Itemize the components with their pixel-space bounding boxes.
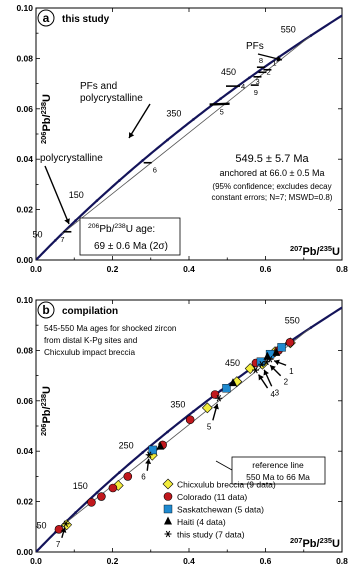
age-box-line-1-part: 238 (114, 223, 126, 231)
polycrystalline-arrow (45, 166, 69, 224)
data-point-circle (186, 416, 194, 424)
y-tick-label: 0.02 (16, 496, 33, 507)
age-tick-dot (343, 13, 346, 16)
age-tick-dot (141, 159, 144, 162)
concordia-age-label: 350 (166, 108, 182, 119)
x-axis-label-part: 235 (319, 243, 333, 253)
age-tick-dot (248, 77, 251, 80)
concordia-age-label: 50 (32, 229, 43, 240)
x-axis-label-part: 207 (289, 243, 303, 253)
concordia-age-label: 250 (118, 440, 134, 451)
y-tick-label: 0.08 (16, 345, 33, 356)
panel-a-concordia-plot (16, 0, 358, 274)
age-tick-dot (118, 179, 121, 182)
age-result: 549.5 ± 5.7 Ma (235, 153, 309, 165)
data-point (210, 104, 230, 105)
study-arrow-label: 1 (289, 367, 294, 377)
data-point-square (222, 384, 230, 392)
x-axis-label-part: U (332, 246, 340, 258)
age-tick-dot (141, 451, 144, 454)
age-box-line-1-part: 206 (88, 223, 100, 231)
x-axis-label-part: / (316, 538, 320, 550)
y-axis-label-part: U (41, 93, 53, 102)
note-line-1: 545-550 Ma ages for shocked zircon (44, 324, 177, 333)
study-arrow-label: 2 (283, 377, 289, 387)
data-point-triangle (164, 517, 172, 525)
age-tick-dot (96, 491, 99, 494)
data-point-square (278, 343, 286, 351)
x-axis-label (290, 536, 340, 550)
data-point-label: 4 (240, 82, 246, 92)
reference-box-leader (216, 461, 232, 470)
age-tick-dot (310, 34, 313, 37)
note-line-3: Chicxulub impact breccia (44, 348, 136, 357)
age-tick-dot (74, 511, 77, 514)
x-axis-label-part: 235 (319, 535, 333, 545)
age-tick-dot (310, 326, 313, 329)
data-point-label: 5 (219, 107, 224, 117)
y-axis-label (39, 94, 53, 144)
y-axis-label (39, 386, 53, 436)
anchored-text: anchored at 66.0 ± 0.5 Ma (219, 168, 325, 178)
study-arrow-label: 4 (270, 390, 276, 400)
reference-box-line-2: 550 Ma to 66 Ma (246, 472, 310, 482)
polycrystalline-label: polycrystalline (40, 153, 103, 164)
data-point-circle (87, 498, 95, 506)
note-line-2: from distal K-Pg sites and (44, 336, 138, 345)
panel-title: compilation (62, 306, 119, 317)
data-point-circle (286, 338, 294, 346)
concordia-age-label: 550 (284, 315, 300, 326)
data-point-label: 3 (255, 76, 260, 86)
age-tick-dot (54, 239, 57, 242)
x-tick-label: 0.8 (336, 264, 348, 274)
x-tick-label: 0.4 (183, 264, 195, 274)
age-tick-dot (192, 118, 195, 121)
y-axis-label-part: Pb (41, 117, 53, 132)
concordia-age-label: 450 (225, 357, 241, 368)
legend-entry: Haiti (4 data) (177, 517, 226, 527)
pfs-polycrystalline-arrow (129, 104, 150, 138)
data-point-circle (55, 525, 63, 533)
x-axis-label-part: 207 (289, 535, 303, 545)
x-tick-label: 0.4 (183, 556, 195, 566)
x-tick-label: 0.2 (106, 264, 119, 274)
data-point-circle (109, 484, 117, 492)
y-axis-label-part: U (41, 385, 53, 394)
data-point-label: 8 (258, 56, 264, 66)
age-tick-dot (96, 199, 99, 202)
data-point-circle (164, 493, 172, 501)
age-tick-dot (343, 305, 346, 308)
y-tick-label: 0.06 (16, 395, 33, 406)
pfs-label: PFs (246, 41, 264, 52)
data-point-label: 7 (60, 234, 65, 244)
x-axis-label-part: Pb (302, 246, 317, 258)
study-arrow-label: 7 (55, 539, 61, 549)
concordia-age-label: 150 (68, 189, 84, 200)
data-point-circle (124, 472, 132, 480)
x-tick-label: 0.8 (336, 556, 348, 566)
data-point-square (164, 505, 172, 513)
concordia-age-label: 550 (280, 24, 296, 35)
age-tick-dot (166, 139, 169, 142)
y-axis-label-part: 206 (38, 131, 48, 145)
study-arrow-label: 6 (141, 472, 146, 482)
x-tick-label: 0.6 (259, 556, 272, 566)
age-box-line-1-part: U age: (125, 224, 156, 235)
confidence-note-1: (95% confidence; excludes decay (212, 182, 332, 191)
panel-b-compilation-plot (16, 263, 358, 566)
study-arrow-label: 5 (206, 422, 212, 432)
x-tick-label: 0.6 (259, 264, 272, 274)
data-point-asterisk (165, 531, 172, 537)
study-arrow-head (145, 459, 151, 464)
y-axis-label-part: / (41, 114, 53, 118)
y-tick-label: 0.00 (16, 255, 33, 265)
y-tick-label: 0.00 (16, 547, 33, 557)
age-tick-dot (74, 219, 77, 222)
y-tick-label: 0.02 (16, 204, 33, 215)
data-point-diamond (163, 479, 173, 489)
study-arrow-label: 3 (274, 388, 280, 398)
age-box-line-1-part: / (111, 224, 115, 235)
x-axis-label (290, 244, 340, 258)
age-tick-dot (192, 410, 195, 413)
concordia-age-label: 350 (170, 399, 186, 410)
x-axis-label-part: / (316, 246, 320, 258)
x-tick-label: 0.0 (30, 264, 42, 274)
panel-letter: b (42, 303, 50, 317)
age-tick-dot (219, 389, 222, 392)
data-point-label: 1 (272, 58, 277, 68)
x-tick-label: 0.2 (106, 556, 119, 566)
age-tick-dot (166, 431, 169, 434)
y-axis-label-part: / (41, 406, 53, 410)
legend-entry: this study (7 data) (177, 529, 245, 540)
reference-box-line-1: reference line (252, 460, 304, 470)
x-tick-label: 0.0 (30, 556, 42, 566)
y-tick-label: 0.10 (16, 3, 33, 13)
y-axis-label-part: 206 (38, 423, 48, 437)
data-point-label: 6 (152, 165, 157, 175)
y-axis-label-part: 238 (38, 101, 48, 115)
data-point-label: 9 (253, 88, 258, 98)
y-axis-label-part: Pb (41, 409, 53, 424)
concordia-age-label: 50 (36, 520, 47, 531)
age-box-line-2: 69 ± 0.6 Ma (2σ) (94, 241, 168, 252)
y-tick-label: 0.08 (16, 53, 33, 64)
y-tick-label: 0.06 (16, 103, 33, 114)
concordia-age-label: 450 (221, 66, 237, 77)
age-box-line-1-part: Pb (99, 224, 112, 235)
y-axis-label-part: 238 (38, 393, 48, 407)
age-tick-dot (219, 97, 222, 100)
pfs-polycrystalline-label-1: PFs and (80, 81, 118, 92)
concordia-age-label: 150 (72, 480, 88, 491)
age-tick-dot (118, 471, 121, 474)
y-tick-label: 0.04 (16, 154, 33, 165)
y-tick-label: 0.10 (16, 295, 33, 305)
legend-entry: Colorado (11 data) (177, 492, 248, 502)
y-tick-label: 0.04 (16, 446, 33, 457)
data-point-circle (97, 493, 105, 501)
x-axis-label-part: U (332, 538, 340, 550)
pfs-polycrystalline-label-2: polycrystalline (80, 93, 143, 104)
legend-entry: Saskatchewan (5 data) (177, 504, 264, 515)
panel-title: this study (62, 14, 110, 25)
x-axis-label-part: Pb (302, 538, 317, 550)
panel-letter: a (42, 11, 50, 25)
data-point-label: 2 (266, 67, 271, 77)
legend-entry: Chicxulub breccia (9 data) (177, 479, 276, 490)
confidence-note-2: constant errors; N=7; MSWD=0.8) (211, 193, 333, 202)
